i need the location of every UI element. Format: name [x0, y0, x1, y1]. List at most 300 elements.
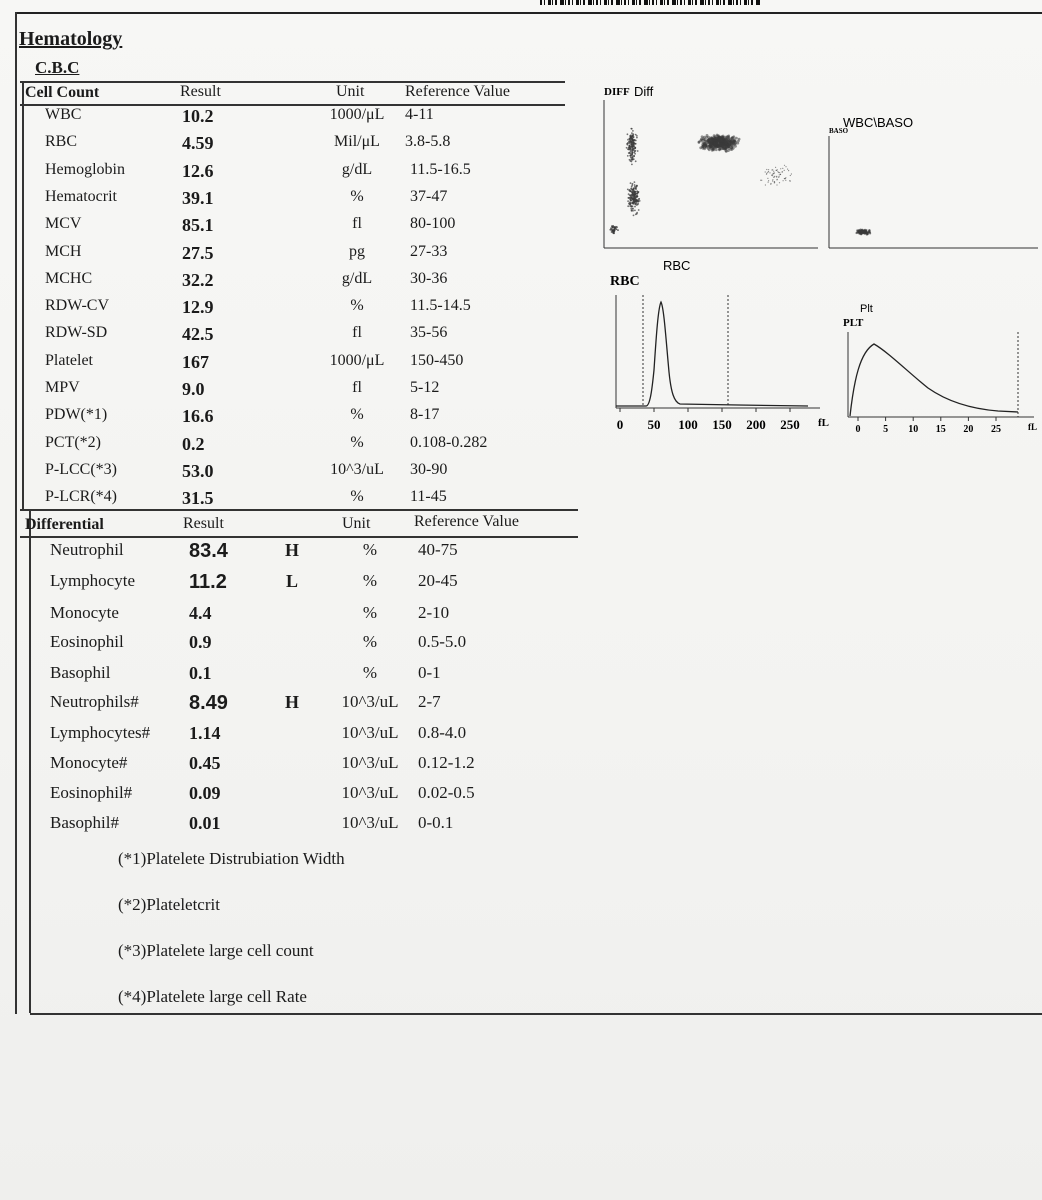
diff-header-reference: Reference Value — [414, 513, 519, 530]
scatter-point — [628, 197, 630, 199]
scatter-point — [634, 184, 636, 186]
barcode-bar — [552, 0, 553, 5]
scatter-point — [635, 213, 637, 215]
scatter-point — [784, 170, 785, 171]
barcode-bar — [576, 0, 579, 5]
scatter-point — [775, 167, 776, 168]
scatter-point — [627, 142, 629, 144]
barcode-bar — [616, 0, 620, 5]
scatter-point — [790, 175, 791, 176]
cbc-row — [0, 243, 580, 270]
scatter-point — [772, 175, 773, 176]
diff-reference-range: 0.12-1.2 — [418, 753, 475, 772]
scatter-point — [634, 192, 636, 194]
scatter-point — [773, 171, 774, 172]
subsection-title: C.B.C — [35, 58, 80, 77]
diff-reference-range: 0-0.1 — [418, 813, 454, 832]
scatter-point — [709, 143, 712, 146]
bottom-border — [30, 1013, 1042, 1015]
cbc-test-name: RBC — [45, 133, 78, 151]
scatter-point — [765, 171, 766, 172]
scatter-point — [630, 137, 632, 139]
cbc-test-name: Platelet — [45, 351, 93, 369]
cbc-test-name: PDW(*1) — [45, 406, 108, 424]
scatter-point — [630, 208, 632, 210]
scatter-point — [777, 179, 778, 180]
scatter-point — [789, 180, 790, 181]
scatter-point — [630, 128, 632, 130]
diff-reference-range: 0.8-4.0 — [418, 723, 467, 742]
scatter-point — [868, 230, 870, 232]
scatter-point — [627, 189, 629, 191]
axis-tick-label: 5 — [883, 424, 889, 435]
cbc-test-name: MPV — [45, 379, 80, 396]
baso-plot-title: WBC\BASO — [843, 115, 914, 130]
scatter-point — [632, 202, 634, 204]
scatter-point — [726, 135, 729, 138]
rbc-histogram-curve — [616, 302, 808, 406]
cbc-reference-range: 27-33 — [410, 242, 448, 260]
barcode-bar — [621, 0, 622, 5]
axis-tick-label: 50 — [647, 417, 661, 432]
diff-header-result: Result — [183, 515, 224, 532]
diff-reference-range: 2-10 — [418, 603, 450, 622]
cbc-row — [0, 133, 580, 160]
scatter-point — [627, 139, 629, 141]
barcode-bar — [624, 0, 626, 5]
cbc-reference-range: 37-47 — [410, 187, 448, 205]
scatter-point — [776, 176, 777, 177]
scatter-point — [626, 147, 628, 149]
scatter-point — [637, 195, 639, 197]
cbc-reference-range: 3.8-5.8 — [405, 133, 451, 151]
scatter-point — [634, 210, 636, 212]
cbc-unit: Mil/μL — [334, 133, 380, 151]
cbc-result-value: 4.59 — [182, 133, 214, 154]
scatter-point — [631, 143, 633, 145]
scatter-point — [636, 193, 638, 195]
cbc-test-name: RDW-CV — [45, 297, 109, 315]
scatter-point — [632, 133, 634, 135]
barcode-bar — [744, 0, 747, 5]
scatter-point — [769, 172, 770, 173]
cbc-unit: fl — [352, 324, 362, 342]
scatter-point — [856, 229, 858, 231]
axis-tick-label: 200 — [746, 417, 766, 432]
scatter-point — [632, 142, 634, 144]
diff-result-value: 0.01 — [189, 813, 221, 833]
scatter-point — [779, 172, 780, 173]
barcode-bar — [580, 0, 581, 5]
footnote-pct: (*2)Plateletcrit — [118, 895, 220, 914]
analyzer-plots — [598, 80, 1042, 460]
scatter-point — [702, 141, 705, 144]
scatter-point — [726, 145, 729, 148]
scatter-point — [627, 133, 629, 135]
scatter-point — [635, 200, 637, 202]
scatter-point — [766, 169, 767, 170]
cbc-result-value: 167 — [182, 351, 209, 372]
cbc-reference-range: 4-11 — [405, 106, 434, 123]
cbc-row — [0, 379, 580, 406]
scatter-point — [783, 180, 784, 181]
cbc-unit: % — [350, 406, 364, 424]
scatter-point — [716, 135, 719, 138]
scatter-point — [723, 136, 726, 139]
cbc-reference-range: 30-36 — [410, 269, 448, 287]
scatter-point — [632, 208, 634, 210]
cbc-row — [0, 270, 580, 297]
cbc-row — [0, 406, 580, 433]
scatter-point — [630, 188, 632, 190]
diff-result-value: 8.49 — [189, 692, 228, 714]
barcode-bar — [708, 0, 710, 5]
cbc-reference-range: 150-450 — [410, 351, 464, 369]
scatter-point — [631, 197, 633, 199]
scatter-point — [774, 172, 775, 173]
diff-result-value: 0.9 — [189, 632, 212, 652]
differential-row — [0, 540, 580, 570]
diff-abnormal-flag: H — [284, 692, 299, 712]
barcode-bar — [593, 0, 594, 5]
barcode-bar — [700, 0, 704, 5]
scatter-point — [774, 181, 775, 182]
differential-row — [0, 663, 580, 693]
scatter-point — [732, 135, 735, 138]
cbc-test-name: PCT(*2) — [45, 433, 101, 451]
scatter-point — [770, 184, 771, 185]
scatter-point — [732, 142, 735, 145]
cbc-result-value: 39.1 — [182, 187, 214, 208]
barcode-bar — [600, 0, 601, 5]
cbc-row — [0, 106, 580, 133]
cbc-header-reference: Reference Value — [405, 83, 510, 100]
barcode-bar — [596, 0, 598, 5]
scatter-point — [629, 145, 631, 147]
scatter-point — [636, 137, 638, 139]
baso-scatter-points — [855, 229, 871, 236]
cbc-test-name: MCH — [45, 242, 82, 260]
scatter-point — [634, 139, 636, 141]
cbc-unit: % — [350, 488, 364, 506]
scatter-point — [768, 171, 769, 172]
scatter-point — [634, 206, 636, 208]
barcode-bar — [548, 0, 551, 5]
scatter-point — [628, 147, 630, 149]
barcode-bar — [565, 0, 566, 5]
scatter-point — [768, 180, 769, 181]
diff-result-value: 1.14 — [189, 723, 221, 743]
barcode-bar — [756, 0, 760, 5]
scatter-point — [630, 182, 632, 184]
scatter-point — [704, 145, 707, 148]
cbc-result-value: 12.9 — [182, 297, 214, 318]
scatter-point — [772, 174, 773, 175]
axis-tick-label: 25 — [991, 424, 1001, 435]
cbc-test-name: MCHC — [45, 269, 93, 287]
cbc-header-test: Cell Count — [25, 84, 100, 101]
axis-tick-label: 20 — [963, 424, 974, 435]
differential-row — [0, 692, 580, 722]
scatter-point — [628, 152, 630, 154]
scatter-point — [627, 200, 629, 202]
diff-result-value: 11.2 — [189, 571, 227, 593]
diff-reference-range: 20-45 — [418, 571, 458, 590]
scatter-point — [767, 178, 768, 179]
cbc-unit: % — [350, 297, 364, 315]
top-border — [15, 12, 1042, 14]
differential-row — [0, 753, 580, 783]
cbc-unit: fl — [352, 215, 362, 233]
scatter-point — [858, 233, 860, 235]
cbc-unit: g/dL — [341, 269, 373, 287]
scatter-point — [787, 169, 788, 170]
scatter-point — [635, 198, 637, 200]
scatter-point — [631, 186, 633, 188]
footnote-plcr: (*4)Platelete large cell Rate — [118, 987, 307, 1006]
barcode-bar — [692, 0, 693, 5]
analyzer-plots-svg — [598, 80, 1042, 460]
cbc-test-name: Hematocrit — [45, 187, 117, 205]
scatter-point — [631, 164, 633, 166]
scatter-point — [638, 198, 640, 200]
barcode-bar — [677, 0, 678, 5]
differential-row — [0, 571, 580, 601]
barcode-bar — [740, 0, 741, 5]
scatter-point — [699, 139, 702, 142]
cbc-result-value: 0.2 — [182, 433, 205, 454]
scatter-point — [630, 153, 632, 155]
cbc-result-value: 32.2 — [182, 269, 214, 290]
footnote-pdw: (*1)Platelete Distrubiation Width — [118, 849, 345, 868]
scatter-point — [630, 155, 632, 157]
diff-reference-range: 0.02-0.5 — [418, 783, 475, 802]
cbc-reference-range: 11.5-14.5 — [410, 297, 471, 315]
cbc-reference-range: 80-100 — [410, 215, 456, 233]
diff-plot-tag: DIFF — [604, 86, 630, 98]
cbc-test-name: WBC — [45, 106, 82, 123]
diff-result-value: 4.4 — [189, 603, 212, 623]
scatter-point — [632, 146, 634, 148]
cbc-unit: g/dL — [341, 160, 373, 178]
scatter-point — [772, 180, 773, 181]
scatter-point — [630, 194, 632, 196]
diff-test-name: Basophil — [50, 663, 111, 682]
diff-plot-title: Diff — [634, 84, 654, 99]
scatter-point — [631, 132, 633, 134]
axis-tick-label: 150 — [712, 417, 732, 432]
scatter-point — [785, 166, 786, 167]
barcode-bar — [644, 0, 648, 5]
scatter-point — [785, 177, 786, 178]
scatter-point — [637, 150, 639, 152]
barcode-bar — [583, 0, 585, 5]
rbc-axis-unit: fL — [818, 417, 829, 429]
scatter-point — [788, 170, 789, 171]
scatter-point — [632, 210, 634, 212]
scatter-point — [633, 196, 635, 198]
cbc-unit: pg — [349, 242, 365, 260]
barcode-bar — [680, 0, 682, 5]
barcode-bar — [540, 0, 542, 5]
cbc-reference-range: 11.5-16.5 — [410, 160, 471, 178]
cbc-row — [0, 352, 580, 379]
cbc-unit: % — [350, 433, 364, 451]
cbc-result-value: 31.5 — [182, 488, 214, 509]
scatter-point — [631, 156, 633, 158]
diff-result-value: 0.09 — [189, 783, 221, 803]
barcode-bar — [723, 0, 725, 5]
scatter-point — [706, 134, 709, 137]
barcode-bar — [652, 0, 654, 5]
axis-tick-label: 0 — [855, 424, 861, 435]
footnote-plcc: (*3)Platelete large cell count — [118, 941, 314, 960]
cbc-result-value: 27.5 — [182, 242, 214, 263]
cbc-row — [0, 461, 580, 488]
plt-plot-title: Plt — [860, 303, 873, 315]
scatter-point — [629, 141, 631, 143]
diff-unit: 10^3/uL — [341, 783, 399, 802]
cbc-unit: % — [350, 187, 364, 205]
scatter-point — [633, 155, 635, 157]
cbc-result-value: 53.0 — [182, 460, 214, 481]
cbc-reference-range: 5-12 — [410, 379, 440, 396]
scatter-point — [735, 137, 738, 140]
barcode-bar — [720, 0, 721, 5]
cbc-test-name: MCV — [45, 215, 82, 233]
cbc-header-unit: Unit — [336, 83, 365, 100]
scatter-point — [766, 174, 767, 175]
scatter-point — [635, 203, 637, 205]
diff-result-value: 0.45 — [189, 753, 221, 773]
scatter-point — [765, 184, 766, 185]
scatter-point — [718, 148, 721, 151]
scatter-point — [776, 184, 777, 185]
scatter-point — [628, 149, 630, 151]
scatter-point — [632, 130, 634, 132]
barcode-bar — [560, 0, 564, 5]
barcode-bar — [572, 0, 573, 5]
barcode-bar — [649, 0, 650, 5]
diff-header-unit: Unit — [342, 515, 371, 532]
scatter-point — [772, 169, 773, 170]
rbc-plot-title: RBC — [663, 258, 691, 273]
barcode-bar — [555, 0, 557, 5]
scatter-point — [865, 231, 867, 233]
scatter-point — [630, 202, 632, 204]
plt-axis-unit: fL — [1028, 422, 1037, 432]
barcode-bar — [636, 0, 637, 5]
barcode-bar — [639, 0, 641, 5]
plt-axis-ticks — [856, 417, 1002, 435]
scatter-point — [629, 140, 631, 142]
cbc-row — [0, 161, 580, 188]
axis-tick-label: 250 — [780, 417, 800, 432]
scatter-point — [780, 168, 781, 169]
scatter-point — [613, 228, 615, 230]
barcode-bar — [695, 0, 697, 5]
cbc-result-value: 10.2 — [182, 106, 214, 126]
scatter-point — [631, 153, 633, 155]
barcode-bar — [667, 0, 669, 5]
scatter-point — [633, 215, 635, 217]
barcode-bar — [632, 0, 635, 5]
diff-scatter-points — [609, 128, 792, 235]
scatter-point — [627, 205, 629, 207]
scatter-point — [773, 173, 774, 174]
barcode-bar — [664, 0, 665, 5]
scatter-point — [715, 148, 718, 151]
scatter-point — [729, 148, 732, 151]
rbc-axis-ticks — [617, 408, 800, 432]
cbc-unit: 10^3/uL — [330, 460, 384, 478]
diff-unit: % — [362, 632, 378, 651]
diff-unit: % — [362, 603, 378, 622]
barcode-bar — [728, 0, 732, 5]
diff-test-name: Eosinophil# — [50, 783, 133, 802]
scatter-point — [773, 177, 774, 178]
scatter-point — [634, 151, 636, 153]
diff-result-value: 0.1 — [189, 663, 212, 683]
cbc-unit: 1000/μL — [329, 106, 385, 123]
scatter-point — [636, 135, 638, 137]
diff-header-test: Differential — [25, 516, 104, 533]
cbc-row — [0, 324, 580, 351]
diff-abnormal-flag: H — [284, 540, 299, 560]
barcode-bar — [656, 0, 657, 5]
diff-test-name: Basophil# — [50, 813, 119, 832]
cbc-result-value: 16.6 — [182, 406, 214, 427]
differential-row — [0, 783, 580, 813]
scatter-point — [629, 199, 631, 201]
barcode-bar — [588, 0, 592, 5]
cbc-test-name: RDW-SD — [45, 324, 108, 342]
scatter-point — [777, 169, 778, 170]
cbc-result-value: 85.1 — [182, 215, 214, 236]
differential-row — [0, 632, 580, 662]
scatter-point — [715, 142, 718, 145]
scatter-point — [714, 137, 717, 140]
diff-reference-range: 0.5-5.0 — [418, 632, 467, 651]
diff-header-top-rule — [20, 509, 578, 511]
scatter-point — [611, 226, 613, 228]
axis-tick-label: 100 — [678, 417, 698, 432]
scatter-point — [613, 232, 615, 234]
baso-plot-tag: BASO — [829, 127, 849, 135]
diff-unit: % — [362, 571, 378, 590]
scatter-point — [635, 143, 637, 145]
diff-test-name: Monocyte — [50, 603, 119, 622]
scatter-point — [729, 138, 732, 141]
plt-histogram-curve — [850, 344, 1018, 416]
diff-test-name: Neutrophils# — [50, 692, 139, 711]
scatter-point — [774, 176, 775, 177]
scatter-point — [780, 174, 781, 175]
differential-row — [0, 723, 580, 753]
cbc-result-value: 42.5 — [182, 324, 214, 345]
scatter-point — [725, 141, 728, 144]
cbc-row — [0, 297, 580, 324]
cbc-row — [0, 188, 580, 215]
barcode-bar — [628, 0, 629, 5]
diff-unit: 10^3/uL — [341, 692, 399, 711]
scatter-point — [636, 212, 638, 214]
diff-result-value: 83.4 — [189, 540, 228, 562]
differential-row — [0, 603, 580, 633]
scatter-point — [630, 135, 632, 137]
scatter-point — [630, 159, 632, 161]
diff-test-name: Monocyte# — [50, 753, 128, 772]
